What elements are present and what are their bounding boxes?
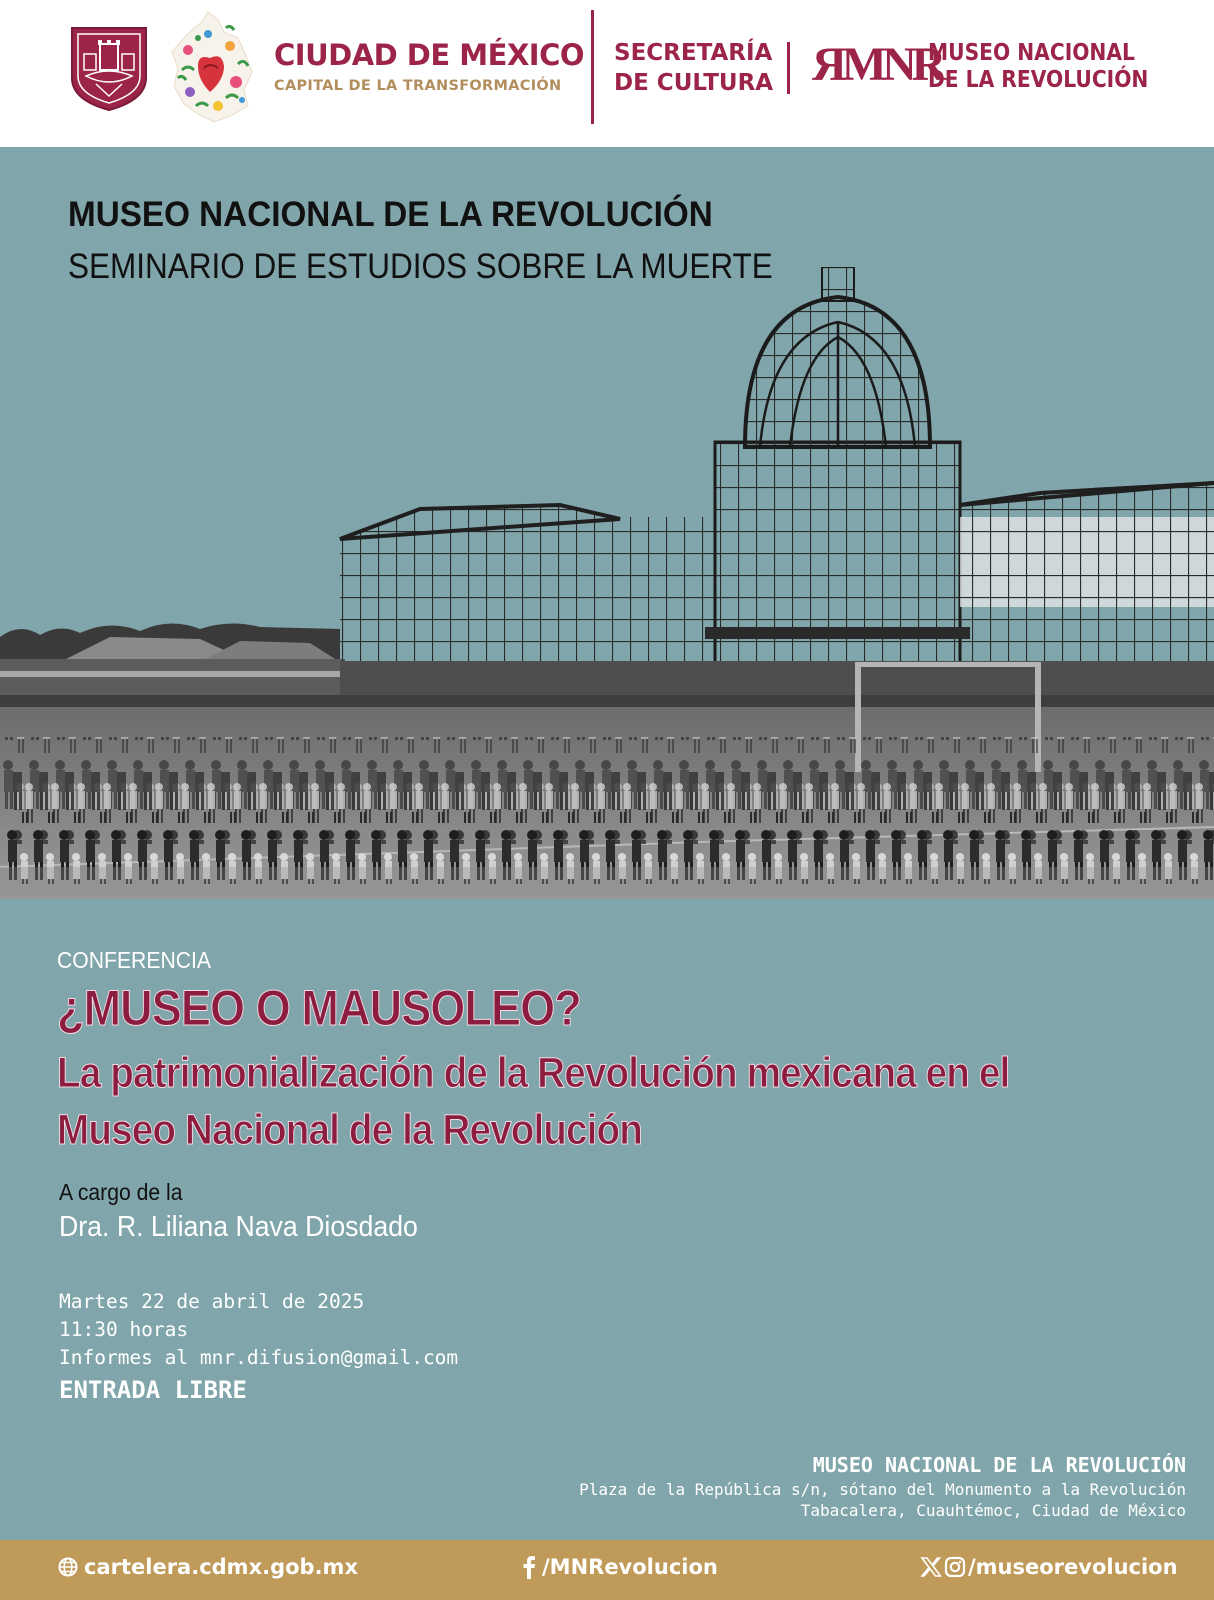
website-text: cartelera.cdmx.gob.mx <box>84 1555 358 1579</box>
free-entry: ENTRADA LIBRE <box>59 1376 247 1404</box>
speaker-name: Dra. R. Liliana Nava Diosdado <box>59 1211 418 1243</box>
instagram-icon <box>944 1556 966 1578</box>
secretaria-logo <box>614 38 773 98</box>
facebook-icon <box>522 1555 536 1579</box>
header-divider <box>591 10 594 124</box>
cdmx-title: CIUDAD DE MÉXICO <box>274 38 585 72</box>
event-time: 11:30 horas <box>59 1318 189 1341</box>
cdmx-shield-icon <box>70 26 148 112</box>
globe-icon <box>58 1557 78 1577</box>
address-line1: Plaza de la República s/n, sótano del Monumento a la Revolución <box>579 1480 1186 1499</box>
historic-photo-palacio-legislativo <box>0 267 1214 899</box>
header-divider-small <box>787 42 790 94</box>
museum-heading: MUSEO NACIONAL DE LA REVOLUCIÓN <box>68 195 713 234</box>
website-link[interactable] <box>58 1555 358 1579</box>
mnr-logo-text <box>928 40 1148 94</box>
contact-email: Informes al mnr.difusion@gmail.com <box>59 1346 459 1369</box>
seminar-heading: SEMINARIO DE ESTUDIOS SOBRE LA MUERTE <box>68 247 773 286</box>
cdmx-floral-map-icon <box>168 8 254 124</box>
event-date: Martes 22 de abril de 2025 <box>59 1290 365 1313</box>
mnr-line1: MUSEO NACIONAL <box>928 40 1135 66</box>
instagram-handle: /museorevolucion <box>968 1555 1178 1579</box>
subtitle-line2: Museo Nacional de la Revolución <box>57 1106 642 1154</box>
mnr-line2: DE LA REVOLUCIÓN <box>928 67 1149 93</box>
mnr-monogram-logo: ЯMNR <box>812 38 942 91</box>
address-title: MUSEO NACIONAL DE LA REVOLUCIÓN <box>812 1453 1186 1477</box>
poster-body <box>0 147 1214 1540</box>
x-icon <box>920 1556 942 1578</box>
address-line2: Tabacalera, Cuauhtémoc, Ciudad de México <box>800 1501 1186 1520</box>
conference-subtitle <box>57 1045 1155 1159</box>
conference-title: ¿MUSEO O MAUSOLEO? <box>57 980 581 1036</box>
secretaria-line2: DE CULTURA <box>614 70 774 96</box>
x-instagram-link[interactable] <box>920 1555 1178 1579</box>
cdmx-subtitle: CAPITAL DE LA TRANSFORMACIÓN <box>274 78 562 94</box>
event-type: CONFERENCIA <box>57 947 212 973</box>
speaker-label: A cargo de la <box>59 1179 183 1205</box>
facebook-handle: /MNRevolucion <box>542 1555 718 1579</box>
header-logos <box>0 0 1214 147</box>
facebook-link[interactable] <box>522 1555 718 1579</box>
subtitle-line1: La patrimonialización de la Revolución mexicana en el <box>57 1049 1010 1097</box>
secretaria-line1: SECRETARÍA <box>614 40 773 66</box>
footer-bar <box>0 1540 1214 1600</box>
